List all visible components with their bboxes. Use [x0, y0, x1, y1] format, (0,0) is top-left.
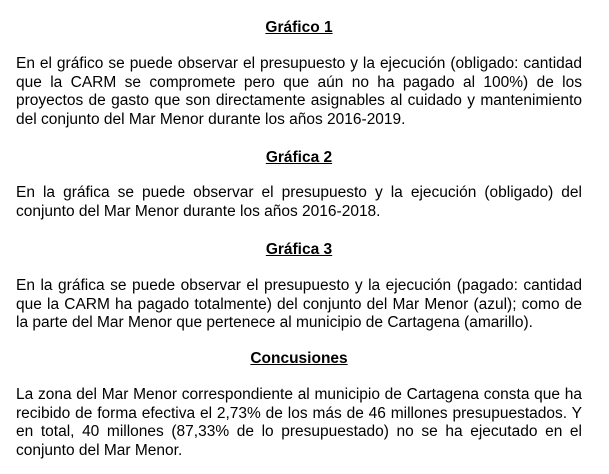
- section-heading-grafica-3: Gráfica 3: [265, 241, 333, 258]
- section-paragraph-grafica-3: En la gráfica se puede observar el presupuesto y la ejecución (pagado: cantidad que la CARM ha pagado totalmente) del conjunto del Mar Menor (azul); como de la parte del Mar Menor que pertenece al municipio de Cartagena (amarillo).: [16, 277, 582, 331]
- section-heading-grafico-1: Gráfico 1: [265, 19, 333, 36]
- section-paragraph-conclusiones: La zona del Mar Menor correspondiente al municipio de Cartagena consta que ha recibido de forma efectiva el 2,73% de los más de 46 millones presupuestados. Y en total, 40 millones (87,33% de lo presupuestado) no se ha ejecutado en el conjunto del Mar Menor.: [16, 386, 582, 459]
- section-paragraph-grafica-2: En la gráfica se puede observar el presupuesto y la ejecución (obligado) del conjunto del Mar Menor durante los años 2016-2018.: [16, 184, 582, 220]
- section-heading-grafica-2: Gráfica 2: [265, 149, 333, 166]
- section-heading-conclusiones: Concusiones: [250, 350, 348, 367]
- section-paragraph-grafico-1: En el gráfico se puede observar el presupuesto y la ejecución (obligado: cantidad que la CARM se compromete pero que aún no ha pagado al 100%) de los proyectos de gasto que son directamente asignables al cuidado y mantenimiento del conjunto del Mar Menor durante los años 2016-2019.: [16, 55, 582, 128]
